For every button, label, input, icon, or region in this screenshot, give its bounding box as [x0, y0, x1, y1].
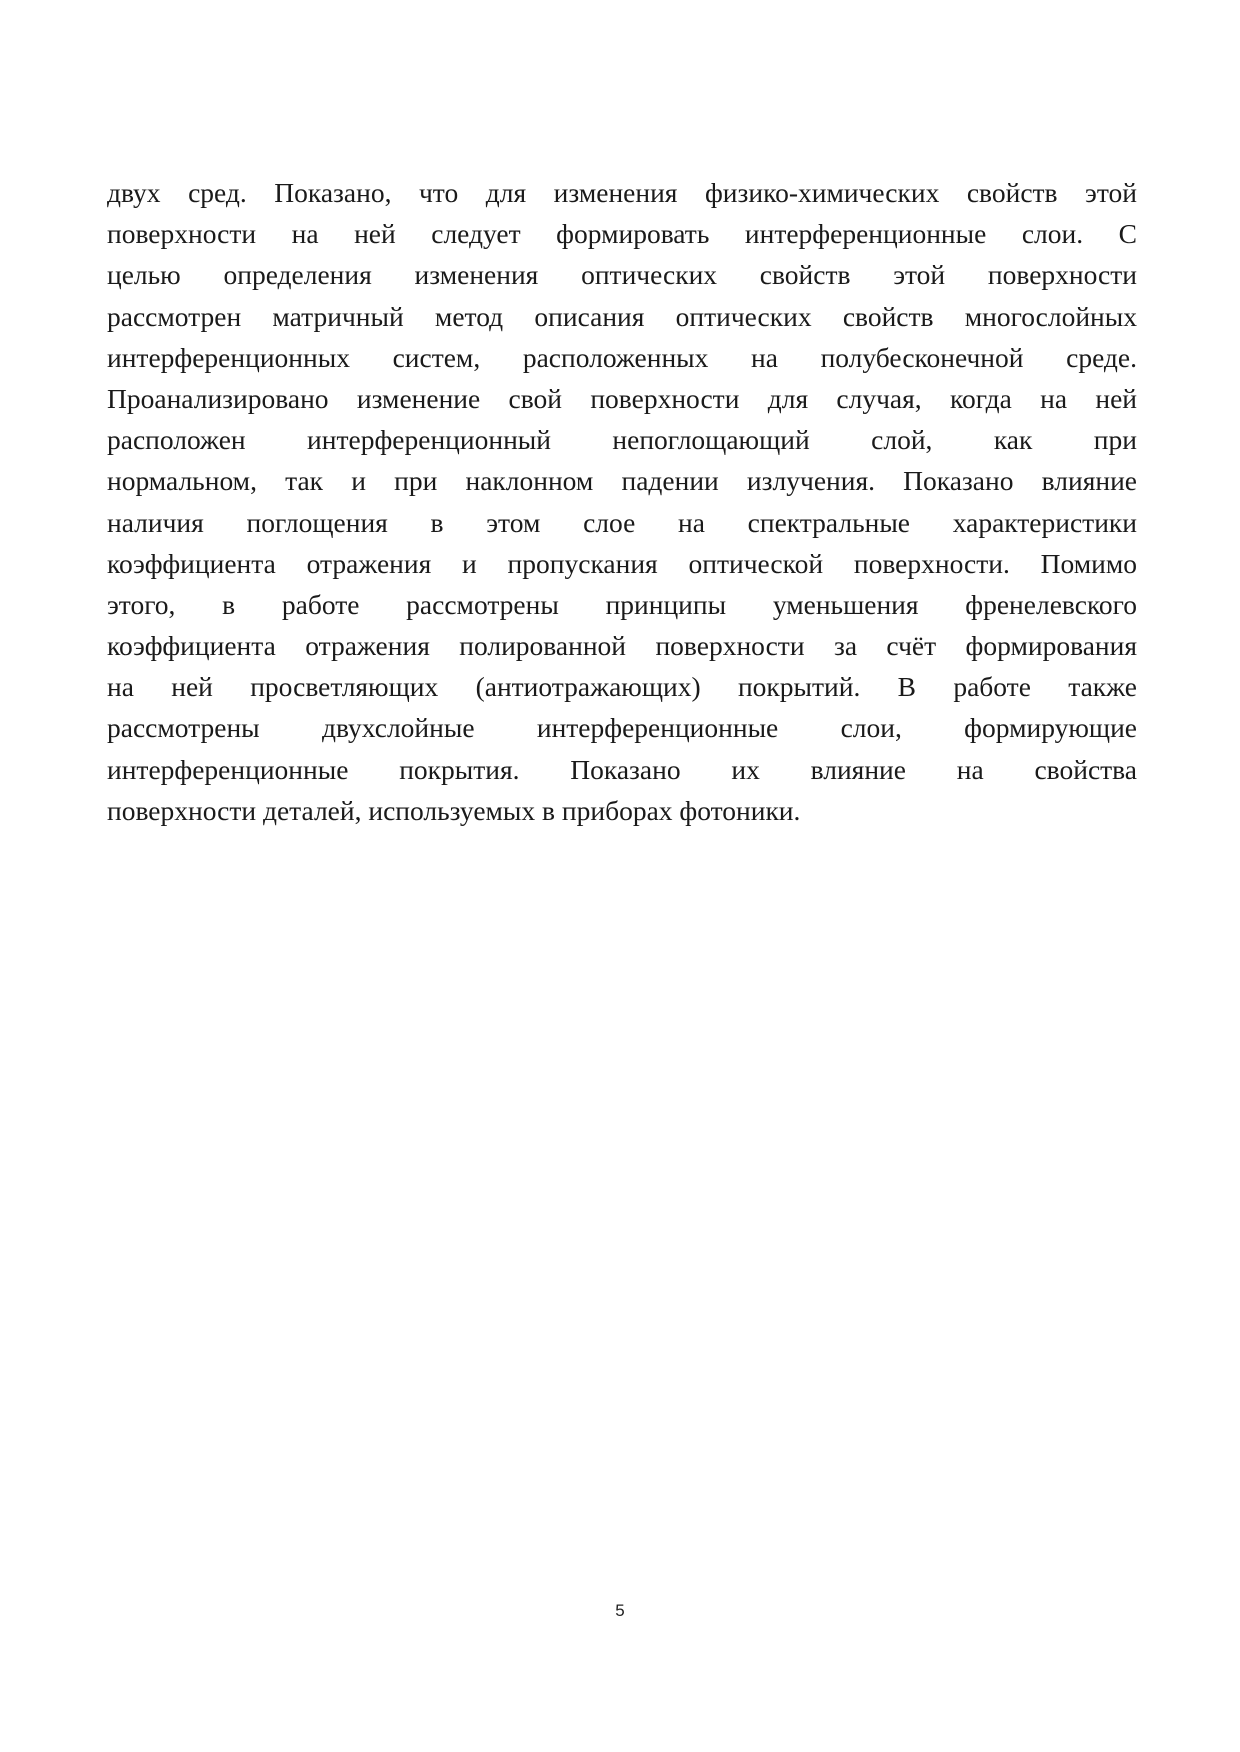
- text-line: интерференционные покрытия. Показано их влияние на свойства: [107, 753, 1137, 785]
- text-line: нормальном, так и при наклонном падении излучения. Показано влияние: [107, 465, 1137, 497]
- text-line: коэффициента отражения и пропускания оптической поверхности. Помимо: [107, 547, 1137, 579]
- text-line: двух сред. Показано, что для изменения физико-химических свойств этой: [107, 177, 1137, 208]
- text-line: на ней просветляющих (антиотражающих) покрытий. В работе также: [107, 671, 1137, 703]
- body-paragraph: [107, 172, 1137, 831]
- text-line-last: поверхности деталей, используемых в приборах фотоники.: [107, 794, 801, 826]
- text-line: коэффициента отражения полированной поверхности за счёт формирования: [107, 630, 1137, 662]
- text-line: расположен интерференционный непоглощающий слой, как при: [107, 424, 1137, 456]
- text-line: наличия поглощения в этом слое на спектральные характеристики: [107, 506, 1137, 538]
- text-line: этого, в работе рассмотрены принципы уменьшения френелевского: [107, 588, 1137, 620]
- page-number: 5: [615, 1601, 625, 1620]
- text-line: рассмотрен матричный метод описания оптических свойств многослойных: [107, 300, 1137, 332]
- text-line: интерференционных систем, расположенных на полубесконечной среде.: [107, 341, 1137, 373]
- text-line: Проанализировано изменение свой поверхности для случая, когда на ней: [107, 382, 1137, 414]
- text-line: поверхности на ней следует формировать интерференционные слои. С: [107, 218, 1137, 250]
- text-line: целью определения изменения оптических свойств этой поверхности: [107, 259, 1137, 291]
- text-line: рассмотрены двухслойные интерференционные слои, формирующие: [107, 712, 1137, 744]
